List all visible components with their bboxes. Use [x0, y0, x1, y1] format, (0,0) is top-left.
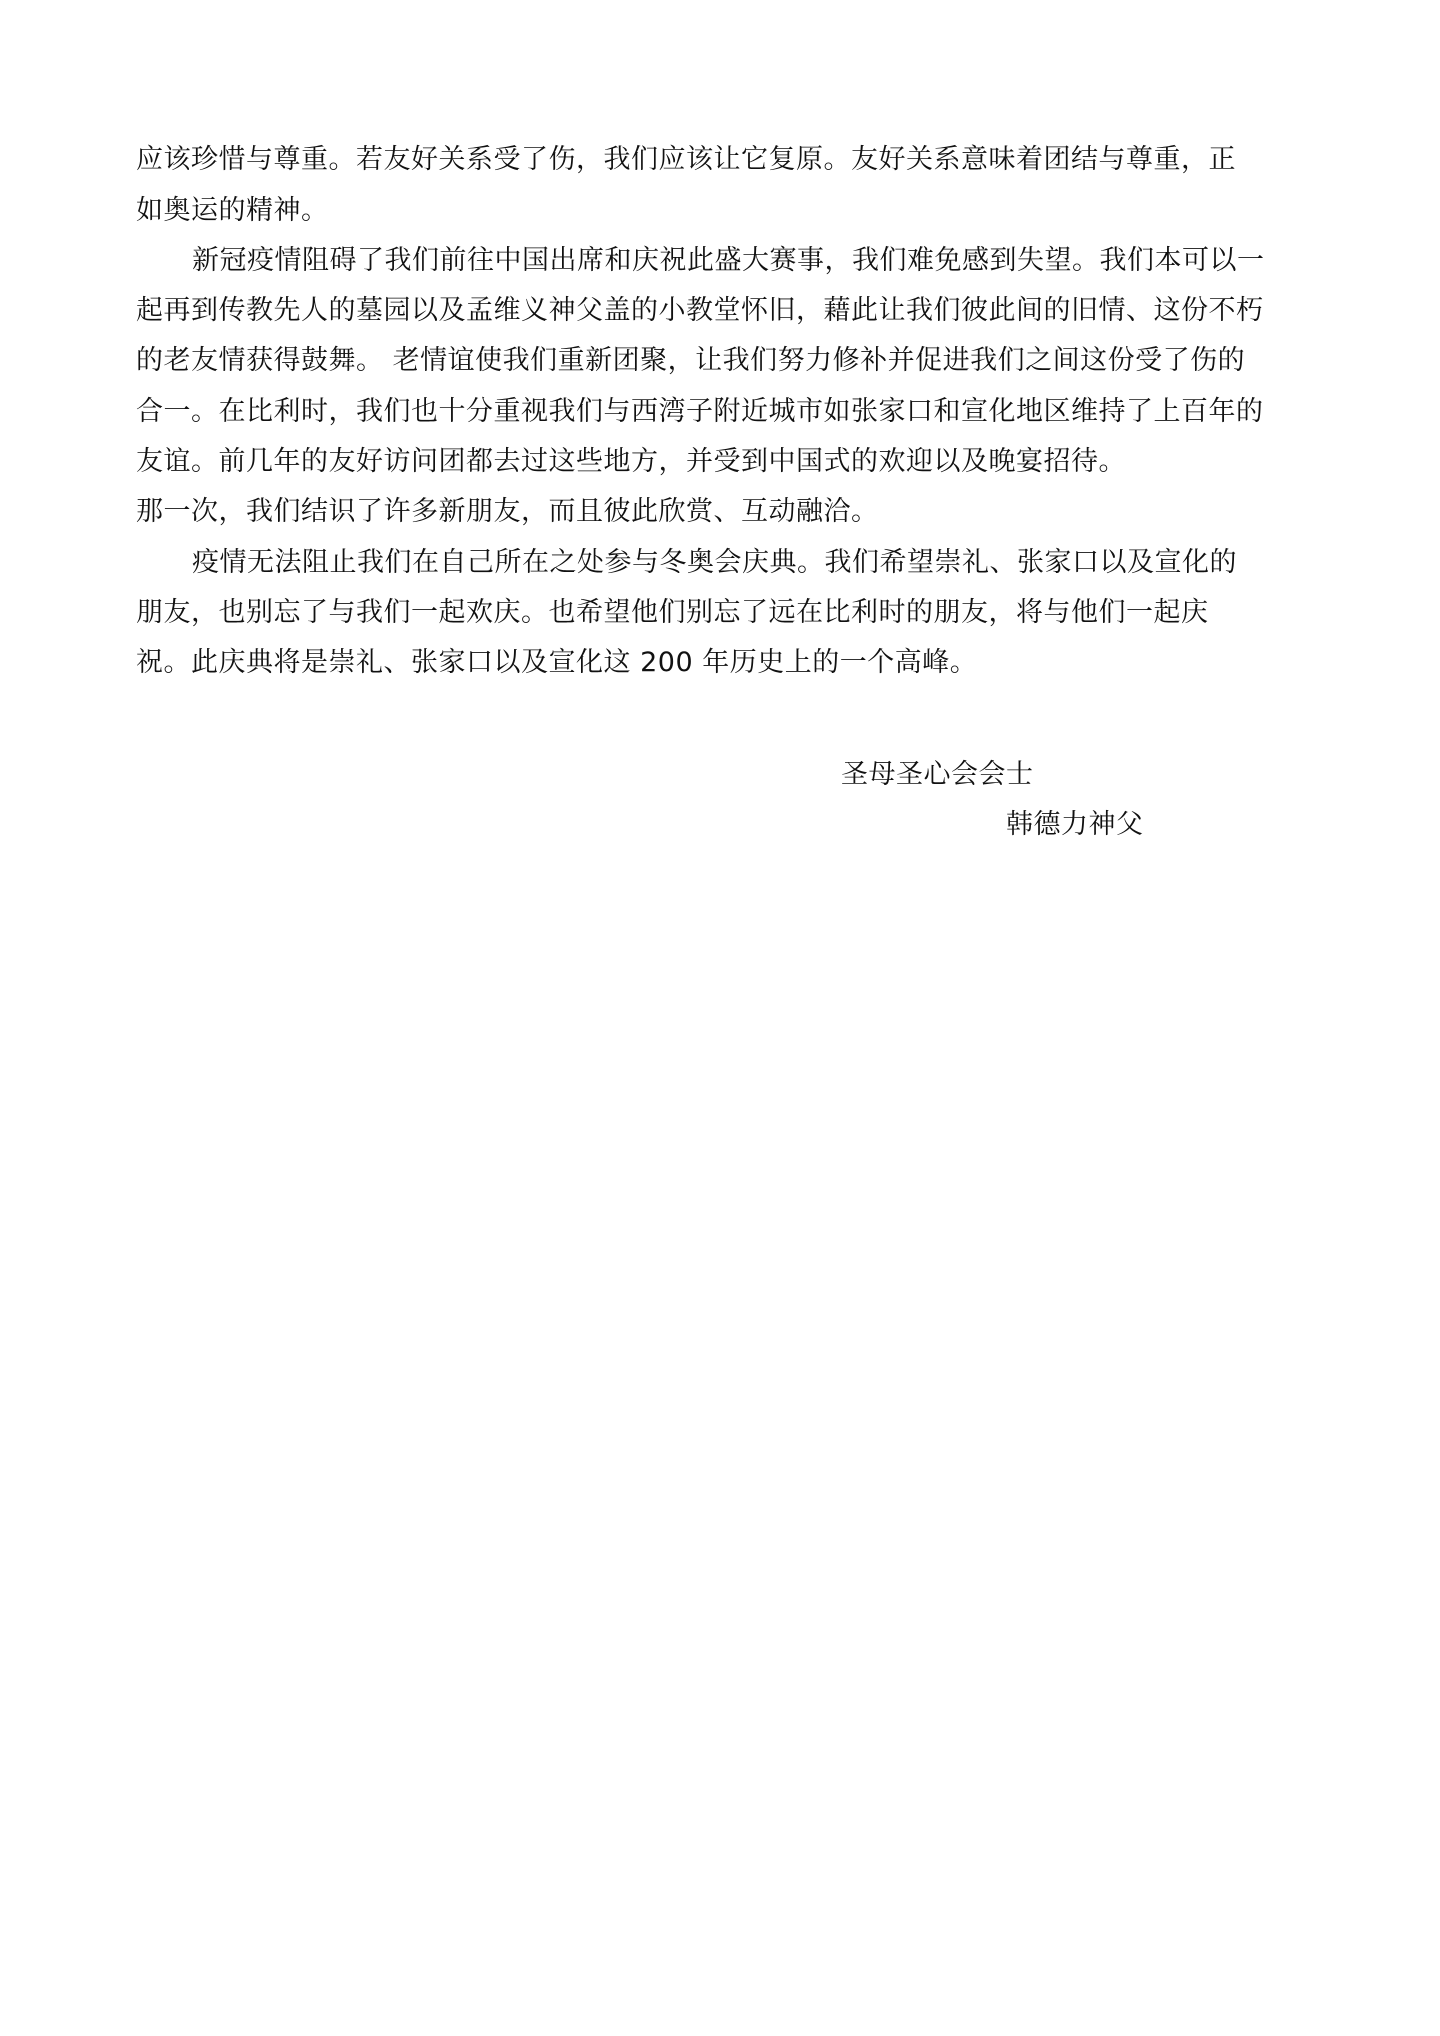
paragraph-line-1: 应该珍惜与尊重。若友好关系受了伤，我们应该让它复原。友好关系意味着团结与尊重，正 — [136, 144, 1236, 175]
paragraph-line-6: 合一。在比利时，我们也十分重视我们与西湾子附近城市如张家口和宣化地区维持了上百年的 — [136, 396, 1264, 427]
paragraph-line-11: 祝。此庆典将是崇礼、张家口以及宣化这 200 年历史上的一个高峰。 — [136, 647, 978, 678]
paragraph-line-3: 新冠疫情阻碍了我们前往中国出席和庆祝此盛大赛事，我们难免感到失望。我们本可以一 — [192, 245, 1265, 276]
paragraph-line-10: 朋友，也别忘了与我们一起欢庆。也希望他们别忘了远在比利时的朋友，将与他们一起庆 — [136, 597, 1209, 628]
signature-name: 韩德力神父 — [1006, 809, 1144, 840]
paragraph-line-2: 如奥运的精神。 — [136, 195, 329, 226]
paragraph-line-7: 友谊。前几年的友好访问团都去过这些地方，并受到中国式的欢迎以及晚宴招待。 — [136, 446, 1126, 477]
paragraph-line-9: 疫情无法阻止我们在自己所在之处参与冬奥会庆典。我们希望崇礼、张家口以及宣化的 — [192, 547, 1237, 578]
paragraph-line-5: 的老友情获得鼓舞。 老情谊使我们重新团聚，让我们努力修补并促进我们之间这份受了伤的 — [136, 345, 1246, 376]
paragraph-line-8: 那一次，我们结识了许多新朋友，而且彼此欣赏、互动融洽。 — [136, 496, 879, 527]
signature-organization: 圣母圣心会会士 — [841, 759, 1034, 790]
paragraph-line-4: 起再到传教先人的墓园以及孟维义神父盖的小教堂怀旧，藉此让我们彼此间的旧情、这份不朽 — [136, 295, 1264, 326]
